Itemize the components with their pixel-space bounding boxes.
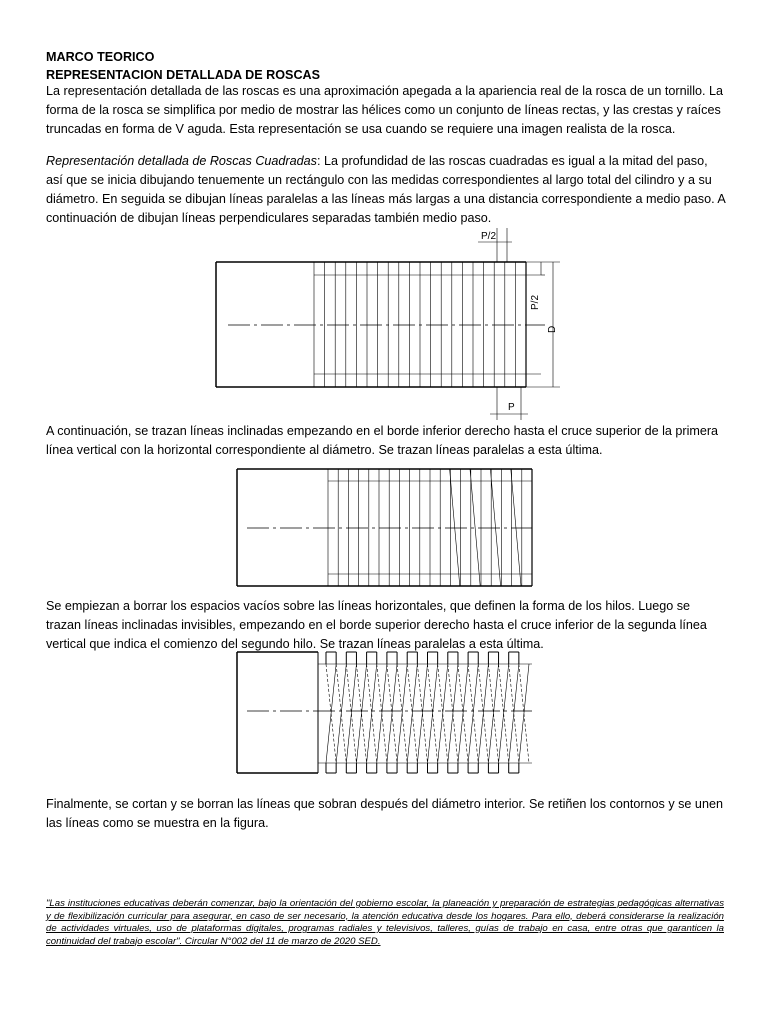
drawing-line — [407, 664, 417, 763]
drawing-line — [509, 664, 519, 763]
drawing-line — [488, 664, 498, 763]
label-pitch: P — [508, 402, 515, 413]
intro-paragraph: La representación detallada de las roscas es una aproximación apegada a la apariencia real de la rosca de un tornillo. La forma de la rosca se simplifica por medio de mostrar las hélices como un conjunto de líneas rectas, y las crestas y raíces truncadas en forma de V aguda. Esta representación se usa cuando se requiere una imagen realista de la rosca. — [46, 84, 724, 136]
drawing-line — [367, 664, 377, 763]
drawing-line — [417, 664, 427, 763]
drawing-line — [428, 664, 438, 763]
step2-paragraph: A continuación, se trazan líneas inclinadas empezando en el borde inferior derecho hasta el cruce superior de la primera línea vertical con la horizontal correspondiente al diámetro. Se trazan líneas paralelas a esta última. — [46, 424, 719, 457]
drawing-line — [346, 664, 356, 763]
drawing-line — [519, 664, 529, 763]
label-diameter: D — [547, 325, 558, 333]
drawing-line — [458, 664, 468, 763]
drawing-line — [387, 664, 397, 763]
drawing-line — [478, 664, 488, 763]
square-thread-title: Representación detallada de Roscas Cuadradas — [46, 154, 317, 168]
drawing-line — [448, 664, 458, 763]
drawing-line — [326, 664, 336, 763]
step4-paragraph: Finalmente, se cortan y se borran las líneas que sobran después del diámetro interior. Se retiñen los contornos y se unen las líneas como se muestra en la figura. — [46, 797, 723, 830]
label-half-pitch-side: P/2 — [530, 294, 541, 310]
footer-quote: "Las instituciones educativas deberán comenzar, bajo la orientación del gobierno escolar, la planeación y preparación de estrategias pedagógicas alternativas y de flexibilización curricular para asegurar, en caso de ser necesario, la atención educativa desde los hogares. Para ello, deberá considerarse la realización de actividades virtuales, uso de plataformas digitales, programas radiales y televisivos, talleres, guías de trabajo en casa, entre otras que garanticen la continuidad del trabajo escolar". Circular N°002 del 11 de marzo de 2020 SED. — [46, 898, 724, 947]
drawing-line — [499, 664, 509, 763]
heading-marco-teorico: MARCO TEORICO — [46, 50, 155, 64]
step3-paragraph: Se empiezan a borrar los espacios vacíos sobre las líneas horizontales, que definen la forma de los hilos. Luego se trazan líneas inclinadas invisibles, empezando en el borde superior derecho hasta el cruce inferior de la segunda línea vertical que indica el comienzo del segundo hilo. Se trazan líneas paralelas a esta última. — [46, 599, 707, 651]
label-half-pitch-top: P/2 — [481, 231, 497, 242]
drawing-line — [438, 664, 448, 763]
square-thread-body: : La profundidad de las roscas cuadradas es igual a la mitad del paso, así que se inicia dibujando tenuemente un rectángulo con las medidas correspondientes al largo total del cilindro y a su diámetro. En seguida se dibujan líneas paralelas a las líneas más largas a una distancia correspondiente a medio paso. A continuación de dibujan líneas perpendiculares separadas también medio paso. — [46, 154, 726, 225]
drawing-line — [468, 664, 478, 763]
drawing-line — [356, 664, 366, 763]
drawing-line — [377, 664, 387, 763]
heading-representacion: REPRESENTACION DETALLADA DE ROSCAS — [46, 68, 321, 82]
drawing-line — [336, 664, 346, 763]
drawing-line — [397, 664, 407, 763]
